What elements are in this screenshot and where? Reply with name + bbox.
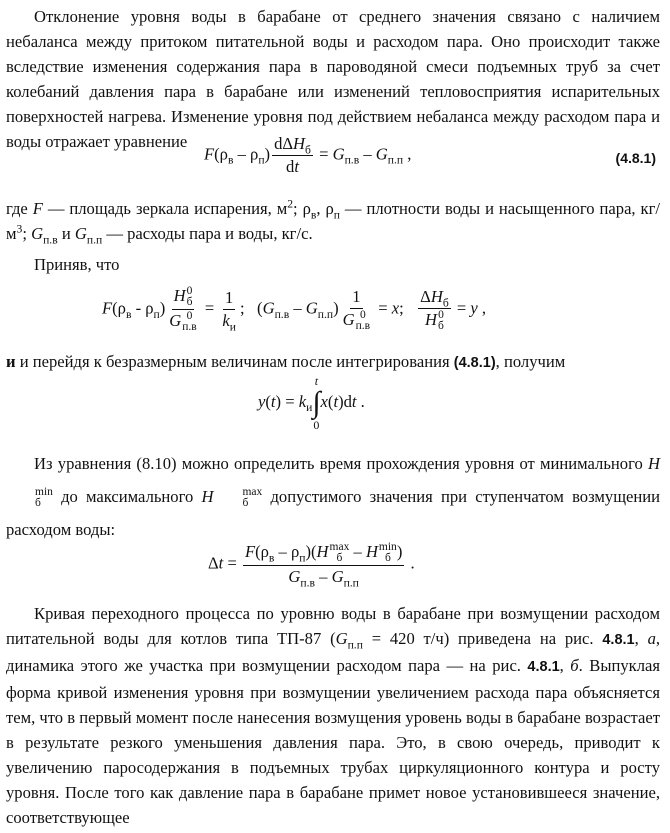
equation-definitions: $F(\rho_в - \rho_п)$ H 0 б G 0 п.в = $\frac{1}{k_и}$ ; $(G_{п.в} - G_{п.п})$ 1 G 0 п.в = x; $\Delta H_б$ H 0 б = y , [102,285,487,334]
paragraph-intro: Отклонение уровня воды в барабане от среднего значения связано с наличием небаланса между притоком питательной воды и расходом пара. Оно происходит также вследствие изменения содержания пара в пароводяной смеси подъемных труб за счет колебаний давления пара в барабане или изменений тепловосприятия испарительных поверхностей нагрева. Изменение уровня под действием небаланса между расходом пара и воды отражает уравнение [6,7,660,151]
equation-number: (4.8.1) [615,150,656,166]
equation-delta-t: Δt = $F(\rho_в - \rho_п)(H$ max б – H min б ) $G_{п.в} - G_{п.п}$ . [208,541,415,590]
paragraph-where: где F — площадь зеркала испарения, $м^2$; $\rho_в$, $\rho_п$ — плотности воды и насыщенного пара, $кг/м^3$; $G_{п.в}$ и $G_{п.п}$ — расходы пара и воды, кг/с. [6,197,661,247]
paragraph-transient: Кривая переходного процесса по уровню воды в барабане при возмущении расходом питательной воды для котлов типа ТП-87 ($G_{п.п} = 420$ т/ч) приведена на рис. 4.8.1, а, динамика этого же участка при возмущении расходом пара — на рис. 4.8.1, б. Выпуклая форма кривой изменения уровня при возмущении увеличением расхода пара объясняется тем, что в первый момент после нанесения возмущения уровень воды в барабане возрастает в результате резкого уменьшения давления пара. Это, в свою очередь, приводит к увеличению паросодержания в подъемных трубах циркуляционного контура и росту уровня. После того как давление пара в барабане примет новое установившееся значение, соответствующее [6,604,661,827]
paragraph-assume: Приняв, что [34,255,120,274]
paragraph-then: и и перейдя к безразмерным величинам после интегрирования (4.8.1), получим [6,352,566,371]
equation-4-8-1: $F(\rho_в - \rho_п)$ $\frac{d\Delta H_б}{dt}$ = $G_{п.в} - G_{п.п}$ , [204,134,412,176]
equation-integral: $y(t) = k_и$ t ∫ 0 x(t)dt . [258,374,365,432]
paragraph-level-time: Из уравнения (8.10) можно определить время прохождения уровня от минимального H min б до максимального H max б допустимого значения при ступенчатом возмущении расходом воды: [6,454,660,539]
